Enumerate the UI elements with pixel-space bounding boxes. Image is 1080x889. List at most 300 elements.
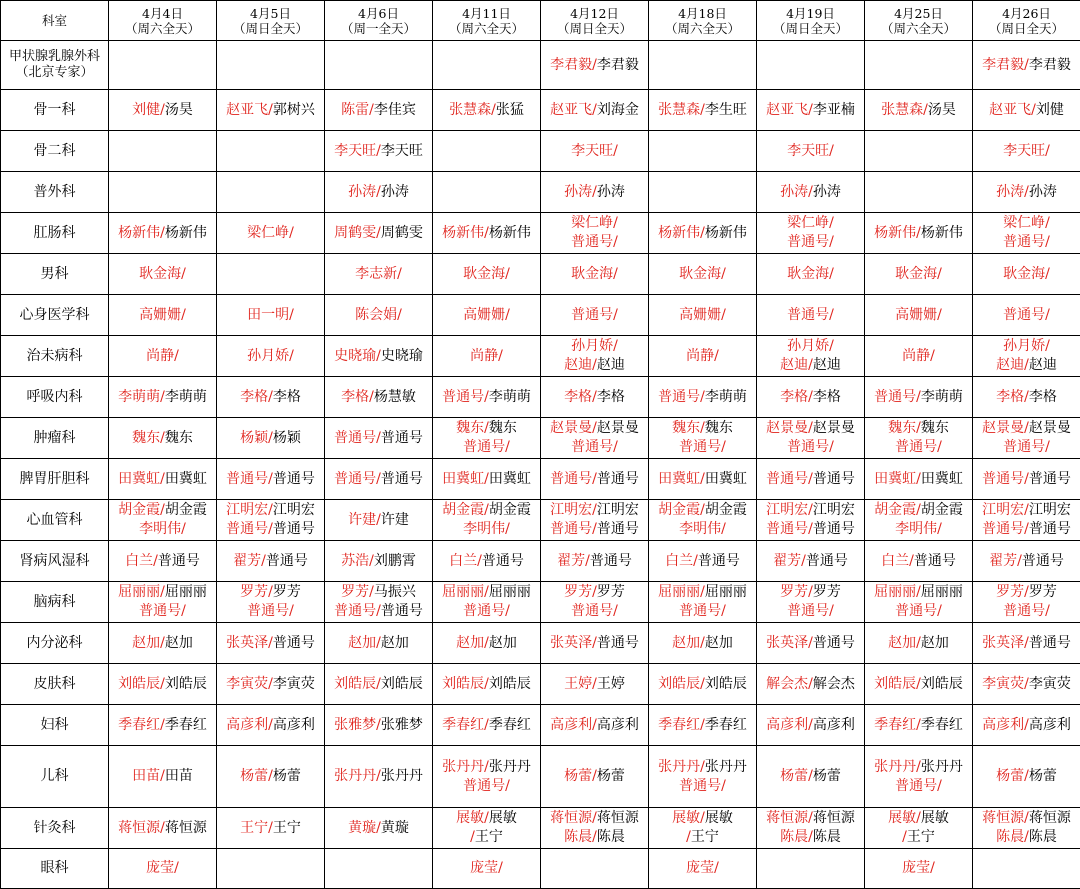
afternoon-doctor: 王婷	[596, 675, 625, 692]
doctor-line	[541, 265, 648, 284]
morning-doctor: 刘皓辰/	[874, 675, 921, 692]
schedule-cell	[109, 459, 217, 500]
schedule-cell	[433, 377, 541, 418]
morning-doctor: 普通号/	[1003, 234, 1050, 250]
morning-doctor: 张丹丹/	[874, 758, 921, 775]
date-label: 4月6日	[358, 5, 399, 21]
doctor-line	[973, 520, 1080, 539]
schedule-cell	[433, 336, 541, 377]
afternoon-doctor: 刘健	[1035, 101, 1064, 118]
doctor-line	[973, 388, 1080, 407]
schedule-cell	[541, 254, 649, 295]
doctor-line	[649, 828, 756, 847]
schedule-cell	[649, 254, 757, 295]
doctor-line	[865, 470, 972, 489]
doctor-line	[325, 767, 432, 786]
afternoon-doctor: 李萌萌	[164, 388, 207, 405]
morning-doctor: 屈丽丽/	[658, 584, 705, 600]
doctor-line	[541, 470, 648, 489]
morning-doctor: 罗芳/	[780, 584, 813, 600]
morning-doctor: 梁仁峥/	[247, 224, 294, 241]
morning-doctor: 赵亚飞/	[766, 101, 813, 118]
doctor-line	[973, 56, 1080, 75]
afternoon-doctor: 李天旺	[380, 142, 423, 159]
doctor-line	[973, 214, 1080, 233]
department-name: 脑病科	[33, 593, 76, 610]
afternoon-doctor: 普通号	[1028, 470, 1071, 487]
schedule-cell	[541, 705, 649, 746]
department-name: 甲状腺乳腺外科	[8, 49, 100, 64]
morning-doctor: 高彦利/	[550, 716, 597, 733]
schedule-cell	[541, 808, 649, 849]
morning-doctor: 梁仁峥/	[1003, 215, 1050, 231]
doctor-line	[649, 347, 756, 366]
doctor-line	[973, 265, 1080, 284]
schedule-cell	[649, 705, 757, 746]
schedule-cell	[541, 500, 649, 541]
morning-doctor: 高姗姗/	[895, 306, 942, 323]
doctor-line	[541, 675, 648, 694]
doctor-line	[325, 583, 432, 602]
schedule-cell	[865, 41, 973, 90]
doctor-line	[541, 767, 648, 786]
schedule-cell	[649, 849, 757, 889]
morning-doctor: 王宁/	[240, 819, 273, 836]
doctor-line	[541, 183, 648, 202]
schedule-cell	[433, 705, 541, 746]
schedule-cell	[973, 377, 1080, 418]
schedule-cell	[217, 131, 325, 172]
doctor-line	[649, 438, 756, 457]
doctor-line	[541, 56, 648, 75]
afternoon-doctor: 魏东	[704, 420, 733, 436]
department-name: 儿科	[40, 768, 69, 784]
doctor-line	[541, 716, 648, 735]
morning-doctor: 赵加/	[132, 634, 165, 651]
doctor-line	[217, 552, 324, 571]
morning-doctor: 陈会娟/	[355, 306, 402, 323]
schedule-cell	[757, 582, 865, 623]
schedule-cell	[541, 295, 649, 336]
morning-doctor: 刘皓辰/	[118, 675, 165, 692]
afternoon-doctor: 魏东	[920, 420, 949, 436]
schedule-cell	[973, 541, 1080, 582]
morning-doctor: 屈丽丽/	[118, 584, 165, 600]
afternoon-doctor: 魏东	[164, 429, 193, 446]
date-label: 4月12日	[570, 5, 619, 21]
schedule-cell	[325, 131, 433, 172]
afternoon-doctor: 李寅荧	[272, 675, 315, 692]
department-cell	[1, 377, 109, 418]
morning-doctor: 普通号/	[139, 603, 186, 619]
morning-doctor: 耿金海/	[679, 265, 726, 282]
doctor-line	[325, 347, 432, 366]
afternoon-doctor: 李格	[812, 388, 841, 405]
schedule-cell	[433, 213, 541, 254]
doctor-line	[541, 583, 648, 602]
afternoon-doctor: 高彦利	[812, 716, 855, 733]
doctor-line	[217, 388, 324, 407]
department-row	[1, 623, 1080, 664]
afternoon-doctor: 普通号	[272, 521, 315, 537]
schedule-cell	[325, 41, 433, 90]
morning-doctor: 胡金霞/	[874, 502, 921, 518]
morning-doctor: 魏东/	[672, 420, 705, 436]
doctor-line	[649, 419, 756, 438]
schedule-cell	[649, 746, 757, 808]
schedule-cell	[325, 541, 433, 582]
morning-doctor: 尚静/	[146, 347, 179, 364]
doctor-line	[541, 388, 648, 407]
morning-doctor: /	[686, 829, 691, 845]
schedule-cell	[109, 623, 217, 664]
morning-doctor: 李格/	[341, 388, 374, 405]
morning-doctor: 庞莹/	[146, 860, 179, 876]
morning-doctor: 赵迪/	[780, 357, 813, 373]
schedule-cell	[433, 664, 541, 705]
morning-doctor: 陈晨/	[780, 829, 813, 845]
morning-doctor: 普通号/	[463, 439, 510, 455]
doctor-line	[325, 675, 432, 694]
morning-doctor: 普通号/	[247, 603, 294, 619]
afternoon-doctor: 赵景曼	[1028, 420, 1071, 436]
doctor-line	[541, 214, 648, 233]
department-name: （北京专家）	[15, 65, 94, 80]
afternoon-doctor: 赵加	[920, 634, 949, 651]
doctor-line	[109, 520, 216, 539]
doctor-line	[865, 634, 972, 653]
schedule-cell	[217, 623, 325, 664]
afternoon-doctor: 赵迪	[1028, 357, 1057, 373]
doctor-line	[757, 233, 864, 252]
doctor-line	[217, 501, 324, 520]
schedule-cell	[325, 377, 433, 418]
doctor-line	[109, 470, 216, 489]
doctor-line	[433, 388, 540, 407]
morning-doctor: 梁仁峥/	[571, 215, 618, 231]
schedule-cell	[865, 582, 973, 623]
afternoon-doctor: 张丹丹	[920, 758, 963, 775]
department-row	[1, 41, 1080, 90]
afternoon-doctor: 屈丽丽	[704, 584, 747, 600]
morning-doctor: 杨蕾/	[996, 768, 1029, 784]
morning-doctor: 蒋恒源/	[982, 810, 1029, 826]
afternoon-doctor: 赵迪	[596, 357, 625, 373]
department-cell	[1, 459, 109, 500]
doctor-line	[325, 552, 432, 571]
schedule-cell	[109, 418, 217, 459]
schedule-cell	[325, 746, 433, 808]
doctor-line	[649, 388, 756, 407]
afternoon-doctor: 李格	[272, 388, 301, 405]
morning-doctor: 李天旺/	[787, 142, 834, 159]
morning-doctor: 庞莹/	[686, 860, 719, 876]
schedule-cell	[217, 664, 325, 705]
morning-doctor: 赵亚飞/	[226, 101, 273, 118]
department-name: 心身医学科	[19, 306, 90, 323]
morning-doctor: 普通号/	[226, 470, 273, 487]
morning-doctor: 解会杰/	[766, 675, 813, 692]
afternoon-doctor: 周鹤雯	[380, 224, 423, 241]
afternoon-doctor: 杨蕾	[272, 768, 301, 784]
date-label: 4月18日	[678, 5, 727, 21]
department-cell	[1, 41, 109, 90]
schedule-cell	[973, 295, 1080, 336]
morning-doctor: 普通号/	[982, 470, 1029, 487]
doctor-line	[649, 716, 756, 735]
morning-doctor: 普通号/	[1003, 603, 1050, 619]
afternoon-doctor: 李生旺	[704, 101, 747, 118]
afternoon-doctor: 江明宏	[596, 502, 639, 518]
schedule-cell	[217, 295, 325, 336]
doctor-line	[541, 356, 648, 375]
afternoon-doctor: 普通号	[1028, 521, 1071, 537]
doctor-line	[109, 265, 216, 284]
morning-doctor: 李格/	[564, 388, 597, 405]
morning-doctor: 魏东/	[456, 420, 489, 436]
morning-doctor: 孙月娇/	[247, 347, 294, 364]
doctor-line	[433, 224, 540, 243]
doctor-line	[757, 501, 864, 520]
doctor-line	[973, 809, 1080, 828]
doctor-line	[649, 602, 756, 621]
morning-doctor: 李寅荧/	[226, 675, 273, 692]
doctor-line	[433, 501, 540, 520]
doctor-line	[433, 758, 540, 777]
doctor-line	[217, 306, 324, 325]
morning-doctor: 赵加/	[456, 634, 489, 651]
doctor-line	[109, 716, 216, 735]
department-name: 骨二科	[33, 142, 76, 159]
morning-doctor: 李格/	[780, 388, 813, 405]
morning-doctor: 白兰/	[665, 552, 698, 569]
department-cell	[1, 849, 109, 889]
schedule-cell	[217, 254, 325, 295]
schedule-cell	[649, 172, 757, 213]
afternoon-doctor: 刘皓辰	[920, 675, 963, 692]
department-cell	[1, 623, 109, 664]
doctor-line	[973, 716, 1080, 735]
schedule-cell	[865, 213, 973, 254]
date-header	[973, 1, 1080, 41]
morning-doctor: 赵景曼/	[766, 420, 813, 436]
morning-doctor: 李君毅/	[550, 56, 597, 73]
morning-doctor: 普通号/	[334, 470, 381, 487]
afternoon-doctor: 李萌萌	[920, 388, 963, 405]
doctor-line	[433, 552, 540, 571]
schedule-cell	[433, 418, 541, 459]
morning-doctor: 田苗/	[132, 768, 165, 784]
department-name: 内分泌科	[26, 634, 83, 651]
morning-doctor: 展敏/	[672, 810, 705, 826]
morning-doctor: 普通号/	[679, 777, 726, 794]
doctor-line	[865, 859, 972, 878]
schedule-cell	[541, 336, 649, 377]
doctor-line	[433, 438, 540, 457]
afternoon-doctor: 李萌萌	[488, 388, 531, 405]
doctor-line	[541, 233, 648, 252]
morning-doctor: 胡金霞/	[442, 502, 489, 518]
doctor-line	[649, 306, 756, 325]
doctor-line	[433, 602, 540, 621]
morning-doctor: 蒋恒源/	[118, 819, 165, 836]
date-header	[865, 1, 973, 41]
date-header	[433, 1, 541, 41]
afternoon-doctor: 蒋恒源	[596, 810, 639, 826]
schedule-cell	[217, 746, 325, 808]
doctor-line	[217, 602, 324, 621]
afternoon-doctor: 刘皓辰	[380, 675, 423, 692]
schedule-cell	[541, 541, 649, 582]
doctor-line	[973, 142, 1080, 161]
schedule-cell	[973, 131, 1080, 172]
afternoon-doctor: 高彦利	[1028, 716, 1071, 733]
doctor-line	[433, 265, 540, 284]
date-header	[541, 1, 649, 41]
afternoon-doctor: 王宁	[272, 819, 301, 836]
schedule-cell	[757, 131, 865, 172]
doctor-line	[865, 438, 972, 457]
doctor-line	[109, 602, 216, 621]
doctor-line	[217, 347, 324, 366]
morning-doctor: 李萌萌/	[118, 388, 165, 405]
department-row	[1, 172, 1080, 213]
doctor-line	[757, 583, 864, 602]
morning-doctor: 赵景曼/	[550, 420, 597, 436]
date-note: （周一全天）	[340, 20, 416, 36]
afternoon-doctor: 普通号	[380, 603, 423, 619]
department-cell	[1, 582, 109, 623]
afternoon-doctor: 郭树兴	[272, 101, 315, 118]
afternoon-doctor: 陈晨	[812, 829, 841, 845]
schedule-cell	[217, 459, 325, 500]
afternoon-doctor: 罗芳	[1028, 584, 1057, 600]
morning-doctor: 普通号/	[334, 429, 381, 446]
schedule-cell	[217, 336, 325, 377]
doctor-line	[865, 602, 972, 621]
afternoon-doctor: 杨新伟	[488, 224, 531, 241]
afternoon-doctor: 罗芳	[812, 584, 841, 600]
afternoon-doctor: 孙涛	[812, 183, 841, 200]
doctor-line	[649, 675, 756, 694]
afternoon-doctor: 王宁	[474, 829, 503, 845]
afternoon-doctor: 王宁	[906, 829, 935, 845]
doctor-line	[757, 438, 864, 457]
schedule-cell	[865, 849, 973, 889]
schedule-cell	[757, 254, 865, 295]
schedule-cell	[757, 808, 865, 849]
schedule-cell	[325, 500, 433, 541]
doctor-line	[973, 306, 1080, 325]
morning-doctor: 周鹤雯/	[334, 224, 381, 241]
morning-doctor: 杨蕾/	[564, 768, 597, 784]
morning-doctor: 赵加/	[888, 634, 921, 651]
doctor-line	[865, 809, 972, 828]
date-note: （周日全天）	[772, 20, 848, 36]
morning-doctor: 李天旺/	[334, 142, 381, 159]
schedule-cell	[325, 459, 433, 500]
morning-doctor: 杨新伟/	[442, 224, 489, 241]
department-name: 骨一科	[33, 101, 76, 118]
schedule-cell	[109, 172, 217, 213]
doctor-line	[217, 583, 324, 602]
department-row	[1, 849, 1080, 889]
morning-doctor: 田一明/	[247, 306, 294, 323]
afternoon-doctor: 普通号	[1021, 552, 1064, 569]
morning-doctor: 张慧森/	[658, 101, 705, 118]
date-note: （周六全天）	[880, 20, 956, 36]
department-cell	[1, 295, 109, 336]
date-note: （周日全天）	[556, 20, 632, 36]
afternoon-doctor: 普通号	[805, 552, 848, 569]
morning-doctor: 尚静/	[470, 347, 503, 364]
afternoon-doctor: 田冀虹	[920, 470, 963, 487]
schedule-cell	[217, 418, 325, 459]
doctor-line	[541, 828, 648, 847]
afternoon-doctor: 汤昊	[164, 101, 193, 118]
schedule-cell	[865, 459, 973, 500]
department-name: 肿瘤科	[33, 429, 76, 446]
doctor-line	[325, 819, 432, 838]
afternoon-doctor: 孙涛	[1028, 183, 1057, 200]
schedule-cell	[433, 623, 541, 664]
morning-doctor: 耿金海/	[139, 265, 186, 282]
morning-doctor: 赵迪/	[996, 357, 1029, 373]
morning-doctor: 普通号/	[571, 439, 618, 455]
department-name: 肾病风湿科	[19, 552, 90, 569]
afternoon-doctor: 张丹丹	[380, 768, 423, 784]
department-row	[1, 705, 1080, 746]
doctor-line	[649, 501, 756, 520]
schedule-cell	[865, 623, 973, 664]
department-cell	[1, 705, 109, 746]
doctor-line	[757, 828, 864, 847]
department-cell	[1, 90, 109, 131]
doctor-line	[109, 224, 216, 243]
department-name: 皮肤科	[33, 675, 76, 692]
doctor-line	[433, 716, 540, 735]
afternoon-doctor: 屈丽丽	[164, 584, 207, 600]
morning-doctor: 魏东/	[888, 420, 921, 436]
doctor-line	[109, 819, 216, 838]
morning-doctor: 白兰/	[125, 552, 158, 569]
doctor-line	[217, 470, 324, 489]
schedule-cell	[433, 41, 541, 90]
doctor-line	[109, 552, 216, 571]
afternoon-doctor: 杨慧敏	[373, 388, 416, 405]
afternoon-doctor: 普通号	[157, 552, 200, 569]
doctor-line	[325, 388, 432, 407]
afternoon-doctor: 李格	[1028, 388, 1057, 405]
doctor-line	[973, 470, 1080, 489]
morning-doctor: 梁仁峥/	[787, 215, 834, 231]
schedule-cell	[541, 746, 649, 808]
doctor-line	[433, 634, 540, 653]
schedule-cell	[109, 500, 217, 541]
doctor-line	[865, 583, 972, 602]
schedule-cell	[109, 541, 217, 582]
schedule-cell	[865, 705, 973, 746]
afternoon-doctor: 刘皓辰	[488, 675, 531, 692]
morning-doctor: 史晓瑜/	[334, 347, 381, 364]
morning-doctor: 江明宏/	[766, 502, 813, 518]
morning-doctor: 高姗姗/	[463, 306, 510, 323]
department-row	[1, 541, 1080, 582]
afternoon-doctor: 普通号	[697, 552, 740, 569]
morning-doctor: 翟芳/	[989, 552, 1022, 569]
morning-doctor: 赵亚飞/	[550, 101, 597, 118]
morning-doctor: 张英泽/	[550, 634, 597, 651]
